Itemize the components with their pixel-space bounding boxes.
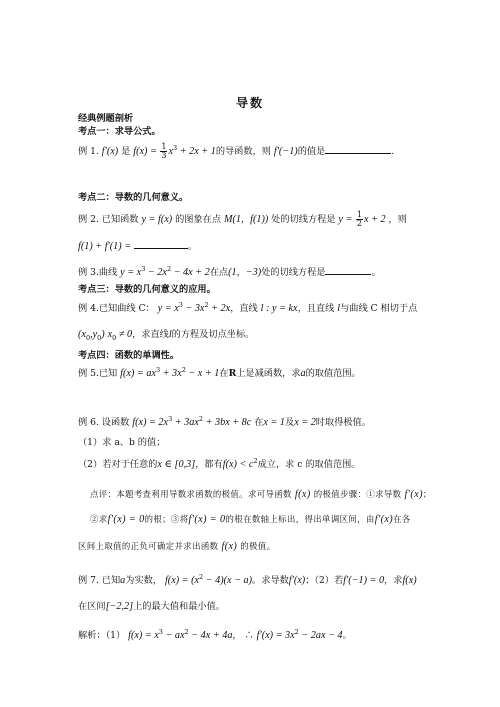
example-7-cont: 在区间[−2,2]上的最大值和最小值。 bbox=[78, 601, 225, 612]
example-2: 例 2. 已知函数 y = f(x) 的图象在点 M(1，f(1)) 处的切线方程是 y = $\frac{1}{2}$ x + 2 ，则 bbox=[78, 210, 407, 228]
point-3-heading: 考点三：导数的几何意义的应用。 bbox=[78, 284, 216, 295]
solution: 解析：（1） $f(x) = x^3 - ax^2 - 4x + 4a$， ∴ $f'(x) = 3x^2 - 2ax - 4$。 bbox=[78, 627, 352, 641]
example-7: 例 7. 已知a为实数， $f(x) = (x^2 - 4)(x - a)$。求导数f′(x)；（2）若f′(−1) = 0，求f(x) bbox=[78, 572, 417, 586]
answer-blank bbox=[325, 144, 391, 154]
section-heading: 经典例题剖析 bbox=[78, 113, 134, 124]
point-1-heading: 考点一：求导公式。 bbox=[78, 126, 161, 137]
example-5: 例 5.已知 $f(x) = ax^3 + 3x^2 - x + 1$在R上是减函数，求a的取值范围。 bbox=[78, 365, 361, 379]
point-4-heading: 考点四：函数的单调性。 bbox=[78, 350, 180, 361]
example-1: 例 1. f′(x) 是 f(x) = $\frac{1}{3}$ $x^3 + 2x + 1$的导函数，则 f′(−1)的值是 . bbox=[78, 142, 395, 160]
example-2-cont: f(1) + f′(1) = 。 bbox=[78, 241, 197, 252]
note-line-2: ②求f′(x) = 0的根；③将f′(x) = 0的根在数轴上标出，得出单调区间，由f′(x)在各 bbox=[90, 514, 411, 525]
note-line-3: 区间上取值的正负可确定并求出函数 f(x) 的极值。 bbox=[78, 541, 276, 552]
example-6-q1: （1）求 a、b 的值； bbox=[78, 437, 166, 448]
page-title: 导数 bbox=[235, 96, 264, 110]
example-6-q2: （2）若对于任意的x ∈ [0,3]，都有$f(x) < c^2$成立，求 c 的取值范围。 bbox=[78, 456, 361, 470]
example-3: 例 3.曲线 $y = x^3 - 2x^2 - 4x + 2$在点(1，−3)处的切线方程是 。 bbox=[78, 264, 381, 278]
example-6: 例 6. 设函数 $f(x) = 2x^3 + 3ax^2 + 3bx + 8c$ 在x = 1及x = 2时取得极值。 bbox=[78, 414, 371, 428]
point-2-heading: 考点二：导数的几何意义。 bbox=[78, 192, 189, 203]
example-4-cont: $(x_0,y_0) x_0 \ne 0$，求直线l的方程及切点坐标。 bbox=[78, 329, 255, 342]
note-line-1: 点评：本题考查利用导数求函数的极值。求可导函数 f(x) 的极值步骤：①求导数 f′(x)； bbox=[90, 489, 432, 500]
example-4: 例 4.已知曲线 C： $y = x^3 - 3x^2 + 2x$，直线 l : y = kx，且直线 l与曲线 C 相切于点 bbox=[78, 300, 418, 314]
